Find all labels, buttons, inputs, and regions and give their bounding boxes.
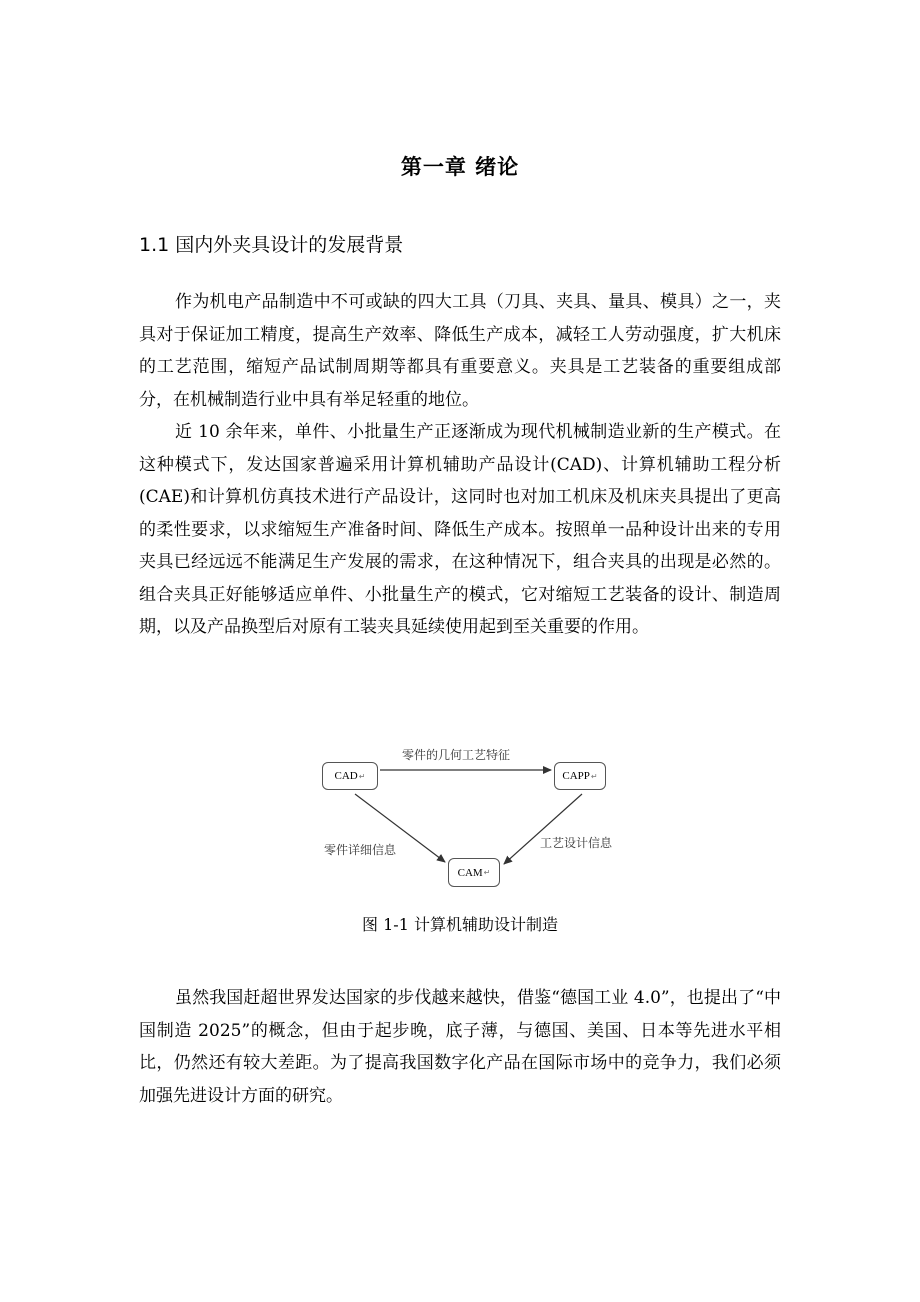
edge-label-cad-to-capp: 零件的几何工艺特征: [402, 748, 511, 762]
paragraph-1: 作为机电产品制造中不可或缺的四大工具（刀具、夹具、量具、模具）之一，夹具对于保证加工精度，提高生产效率、降低生产成本，减轻工人劳动强度，扩大机床的工艺范围，缩短产品试制周期等都具有重要意义。夹具是工艺装备的重要组成部分，在机械制造行业中具有举足轻重的地位。: [139, 292, 781, 410]
edge-label-cad-to-cam: 零件详细信息: [324, 843, 397, 857]
node-capp: [554, 762, 606, 790]
node-cad-label: CAD: [334, 770, 358, 782]
body-text-top: [139, 286, 781, 644]
return-mark-icon: ↵: [483, 868, 491, 877]
node-cam: [448, 858, 500, 887]
figure-caption: 图 1-1 计算机辅助设计制造: [362, 915, 558, 934]
node-cad: [322, 762, 378, 790]
node-capp-label: CAPP: [562, 770, 590, 782]
cad-capp-cam-diagram: [310, 738, 640, 898]
return-mark-icon: ↵: [358, 771, 366, 781]
chapter-title: 第一章 绪论: [400, 155, 520, 179]
paragraph-2: 近 10 余年来，单件、小批量生产正逐渐成为现代机械制造业新的生产模式。在这种模式下，发达国家普遍采用计算机辅助产品设计(CAD)、计算机辅助工程分析(CAE)和计算机仿真技术进行产品设计，这同时也对加工机床及机床夹具提出了更高的柔性要求，以求缩短生产准备时间、降低生产成本。按照单一品种设计出来的专用夹具已经远远不能满足生产发展的需求，在这种情况下，组合夹具的出现是必然的。组合夹具正好能够适应单件、小批量生产的模式，它对缩短工艺装备的设计、制造周期，以及产品换型后对原有工装夹具延续使用起到至关重要的作用。: [139, 422, 781, 637]
body-text-bottom: [139, 982, 781, 1112]
node-cam-label: CAM: [457, 866, 483, 879]
arrow-capp-to-cam: [504, 794, 582, 864]
paragraph-3: 虽然我国赶超世界发达国家的步伐越来越快，借鉴“德国工业 4.0”，也提出了“中国制造 2025”的概念，但由于起步晚，底子薄，与德国、美国、日本等先进水平相比，仍然还有较大差距。为了提高我国数字化产品在国际市场中的竞争力，我们必须加强先进设计方面的研究。: [139, 988, 781, 1106]
edge-label-capp-to-cam: 工艺设计信息: [540, 836, 613, 850]
return-mark-icon: ↵: [590, 771, 598, 781]
section-title: 1.1 国内外夹具设计的发展背景: [139, 234, 404, 256]
